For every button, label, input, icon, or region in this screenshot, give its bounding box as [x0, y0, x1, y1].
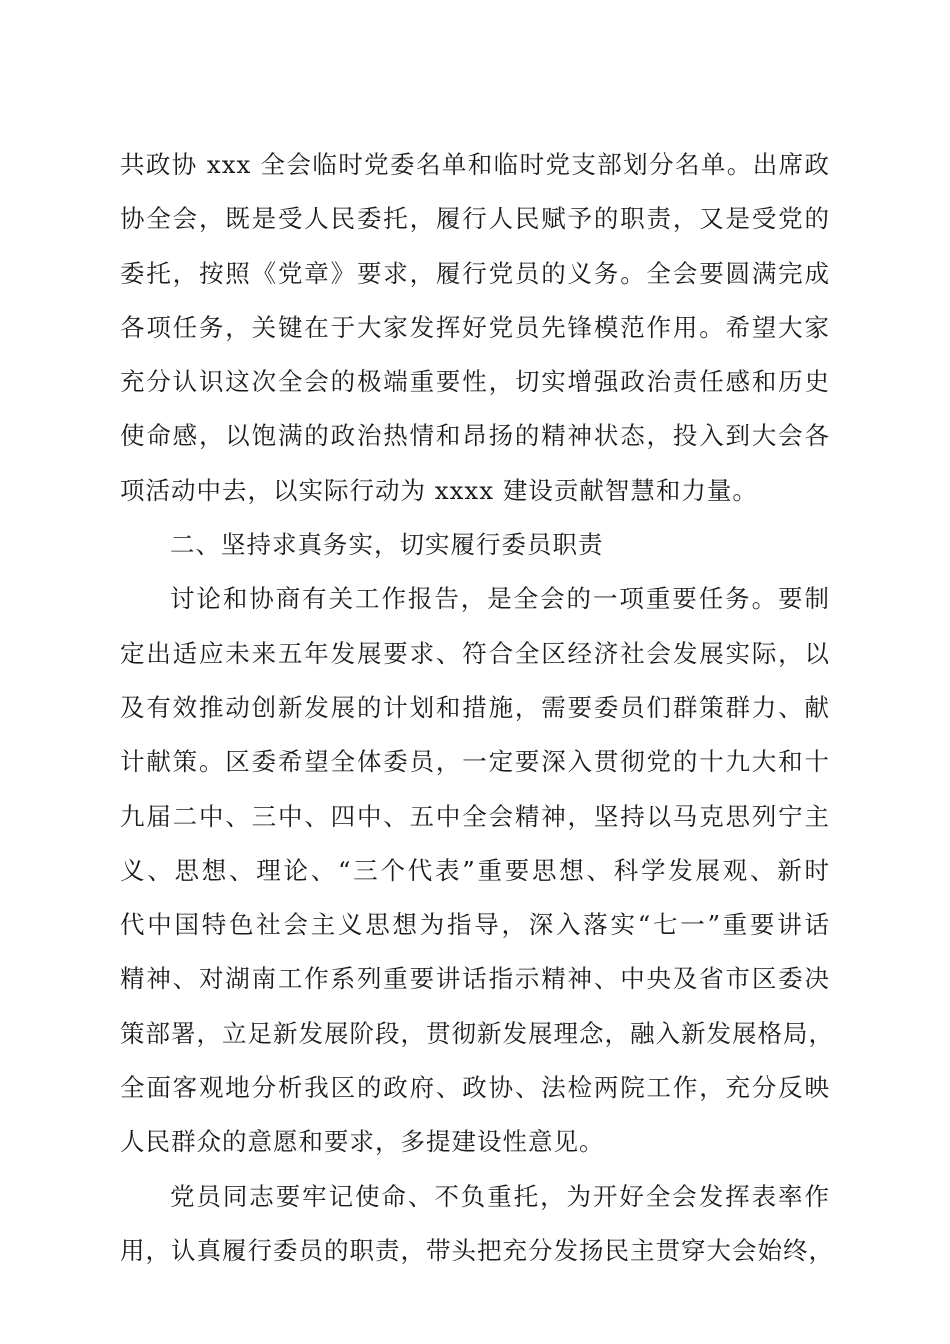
text-line: 代中国特色社会主义思想为指导，深入落实“七一”重要讲话 — [120, 910, 830, 940]
text-line: 各项任务，关键在于大家发挥好党员先锋模范作用。希望大家 — [120, 312, 830, 342]
text-line: 协全会，既是受人民委托，履行人民赋予的职责，又是受党的 — [120, 204, 830, 234]
text-line: 共政协 xxx 全会临时党委名单和临时党支部划分名单。出席政 — [120, 150, 830, 179]
text-line: 定出适应未来五年发展要求、符合全区经济社会发展实际，以 — [120, 638, 830, 668]
text-line: 策部署，立足新发展阶段，贯彻新发展理念，融入新发展格局， — [120, 1018, 834, 1048]
text-line: 计献策。区委希望全体委员，一定要深入贯彻党的十九大和十 — [120, 747, 830, 777]
text-line: 用，认真履行委员的职责，带头把充分发扬民主贯穿大会始终， — [120, 1235, 834, 1265]
text-line: 讨论和协商有关工作报告，是全会的一项重要任务。要制 — [170, 584, 830, 614]
text-line: 精神、对湖南工作系列重要讲话指示精神、中央及省市区委决 — [120, 964, 830, 994]
text-line: 九届二中、三中、四中、五中全会精神，坚持以马克思列宁主 — [120, 801, 830, 831]
text-line: 人民群众的意愿和要求，多提建设性意见。 — [120, 1127, 605, 1157]
text-line: 及有效推动创新发展的计划和措施，需要委员们群策群力、献 — [120, 692, 830, 722]
text-line: 二、坚持求真务实，切实履行委员职责 — [170, 530, 604, 560]
text-line: 党员同志要牢记使命、不负重托，为开好全会发挥表率作 — [170, 1181, 830, 1211]
text-line: 充分认识这次全会的极端重要性，切实增强政治责任感和历史 — [120, 367, 830, 397]
text-line: 使命感，以饱满的政治热情和昂扬的精神状态，投入到大会各 — [120, 421, 830, 451]
text-line: 项活动中去，以实际行动为 xxxx 建设贡献智慧和力量。 — [120, 475, 758, 505]
text-line: 义、思想、理论、“三个代表”重要思想、科学发展观、新时 — [120, 855, 830, 885]
text-line: 委托，按照《党章》要求，履行党员的义务。全会要圆满完成 — [120, 258, 830, 288]
document-body — [120, 138, 834, 1278]
text-line: 全面客观地分析我区的政府、政协、法检两院工作，充分反映 — [120, 1073, 830, 1103]
